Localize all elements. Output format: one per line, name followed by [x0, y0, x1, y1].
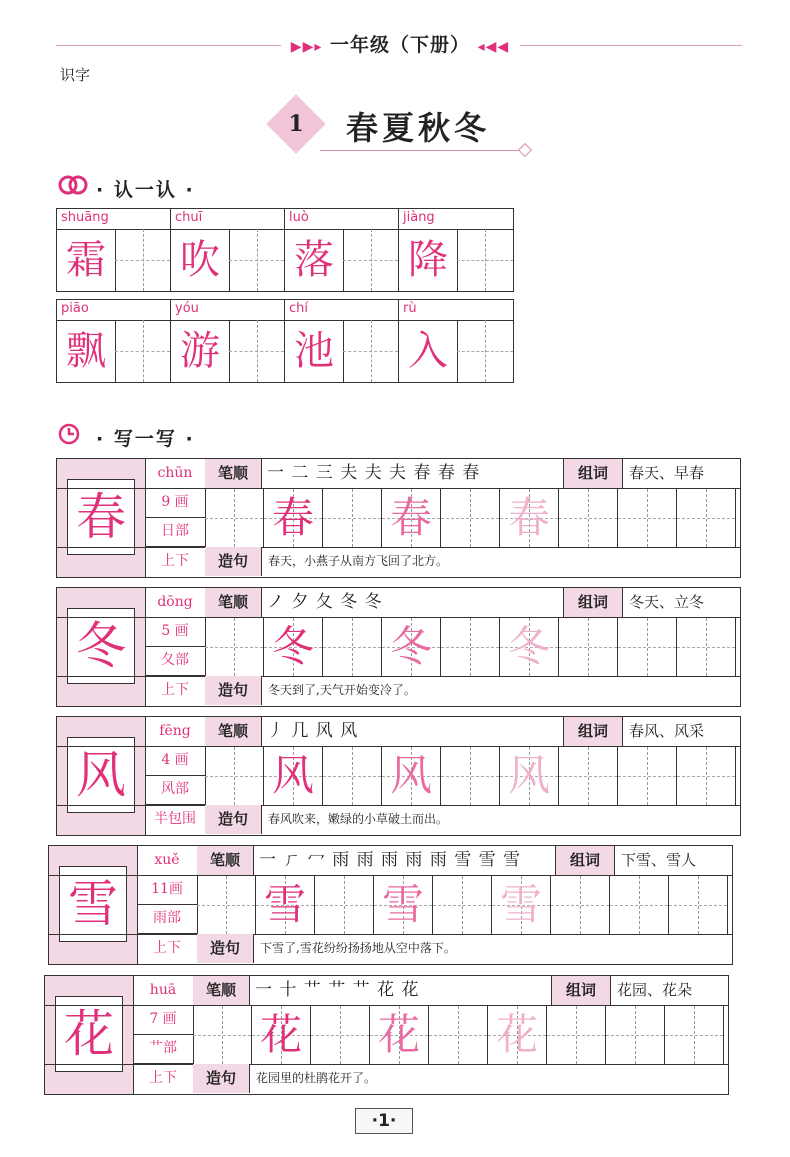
- practice-char: 春: [389, 493, 432, 542]
- pinyin-row: [285, 209, 398, 230]
- header-rule-right: [520, 45, 742, 46]
- grid-guide: [457, 351, 513, 352]
- practice-cell: [382, 618, 441, 676]
- practice-char: 花: [259, 1010, 302, 1059]
- clock-icon: [58, 423, 80, 449]
- grid-guide: [229, 260, 284, 261]
- pinyin: piāo: [61, 301, 89, 316]
- grid-guide: [343, 260, 398, 261]
- practice-char: 雪: [381, 880, 424, 929]
- zaoju-label: 造句: [193, 1064, 250, 1093]
- practice-cell: [441, 618, 500, 676]
- recognize-char: 游: [180, 328, 220, 374]
- practice-char: 冬: [389, 622, 432, 671]
- example-sentence: 冬天到了,天气开始变冷了。: [268, 683, 416, 697]
- practice-cell: [433, 876, 492, 934]
- grid-guide: [323, 518, 381, 519]
- practice-char: 冬: [271, 622, 314, 671]
- pinyin: rù: [403, 301, 417, 316]
- recognize-char: 池: [294, 328, 334, 374]
- practice-cell: [559, 489, 618, 547]
- recognize-row-1: [56, 208, 514, 292]
- section-label: 识字: [60, 66, 91, 84]
- big-char: 雪: [59, 866, 127, 942]
- grid-guide: [315, 905, 373, 906]
- stroke-count: 11画: [137, 875, 198, 905]
- practice-cell: [256, 876, 315, 934]
- zuci-label: 组词: [551, 976, 611, 1006]
- practice-cell: [205, 747, 264, 805]
- grid-guide: [551, 905, 609, 906]
- pinyin: chí: [289, 301, 308, 316]
- practice-cell: [197, 876, 256, 934]
- pinyin: fēng: [145, 717, 206, 747]
- stroke-count: 9 画: [145, 488, 206, 518]
- stroke-count: 7 画: [133, 1005, 194, 1035]
- practice-cell: [677, 489, 736, 547]
- practice-cell: [374, 876, 433, 934]
- recognize-char: 落: [294, 237, 334, 283]
- recognize-heading: · 认一认 ·: [96, 179, 195, 201]
- pinyin-row: [57, 300, 170, 321]
- radical: 风部: [145, 775, 206, 805]
- practice-char: 花: [495, 1010, 538, 1059]
- practice-cell: [315, 876, 374, 934]
- practice-char: 春: [507, 493, 550, 542]
- example-sentence: 春天，小燕子从南方飞回了北方。: [268, 554, 449, 568]
- write-block: [48, 845, 733, 965]
- pinyin-row: [399, 209, 513, 230]
- practice-cell: [311, 1006, 370, 1064]
- zuci-words: 春风、风采: [629, 722, 705, 740]
- header-title: 一年级（下册）: [329, 34, 470, 56]
- practice-grid: [205, 489, 740, 547]
- zuci-label: 组词: [563, 459, 623, 489]
- zuci-words: 春天、早春: [629, 464, 705, 482]
- write-heading: · 写一写 ·: [96, 428, 195, 450]
- practice-cell: [205, 618, 264, 676]
- recognize-char: 降: [408, 237, 448, 283]
- stroke-order: 一 二 三 夫 夫 夫 春 春 春: [267, 463, 481, 483]
- practice-cell: [500, 618, 559, 676]
- practice-cell: [323, 747, 382, 805]
- practice-cell: [264, 618, 323, 676]
- bishun-label: 笔顺: [193, 976, 250, 1006]
- recognize-cell: [57, 300, 171, 382]
- practice-cell: [323, 618, 382, 676]
- pinyin: dōng: [145, 588, 206, 618]
- recognize-cell: [285, 209, 399, 291]
- practice-cell: [618, 489, 677, 547]
- structure: 半包围: [145, 805, 206, 834]
- practice-char: 春: [271, 493, 314, 542]
- practice-grid: [197, 876, 732, 934]
- pinyin-row: [57, 209, 170, 230]
- practice-char: 风: [389, 751, 432, 800]
- big-char: 花: [55, 996, 123, 1072]
- practice-cell: [370, 1006, 429, 1064]
- practice-char: 风: [507, 751, 550, 800]
- write-block: [56, 458, 741, 578]
- grid-guide: [441, 776, 499, 777]
- zaoju-label: 造句: [197, 934, 254, 963]
- write-block: [56, 587, 741, 707]
- pinyin-row: [171, 300, 284, 321]
- practice-cell: [610, 876, 669, 934]
- practice-grid: [205, 618, 740, 676]
- grid-guide: [197, 905, 255, 906]
- header-rule-left: [56, 45, 281, 46]
- practice-cell: [205, 489, 264, 547]
- radical: 艹部: [133, 1034, 194, 1064]
- practice-cell: [264, 489, 323, 547]
- zaoju-label: 造句: [205, 547, 262, 576]
- pinyin: xuě: [137, 846, 198, 876]
- zuci-words: 冬天、立冬: [629, 593, 705, 611]
- stroke-order: 一 ㄏ 冖 雨 雨 雨 雨 雨 雪 雪 雪: [259, 850, 522, 870]
- grid-guide: [669, 905, 727, 906]
- radical: 夂部: [145, 646, 206, 676]
- practice-char: 花: [377, 1010, 420, 1059]
- header-arrows-right-icon: ◂◀◀: [477, 39, 510, 55]
- grid-guide: [205, 647, 263, 648]
- pinyin: yóu: [175, 301, 199, 316]
- practice-cell: [559, 618, 618, 676]
- recognize-cell: [57, 209, 171, 291]
- practice-cell: [665, 1006, 724, 1064]
- grid-guide: [343, 351, 398, 352]
- practice-cell: [382, 747, 441, 805]
- recognize-char: 入: [408, 328, 448, 374]
- zuci-label: 组词: [555, 846, 615, 876]
- practice-cell: [441, 747, 500, 805]
- grid-guide: [606, 1035, 664, 1036]
- recognize-cell: [285, 300, 399, 382]
- pinyin: luò: [289, 210, 309, 225]
- pinyin: shuāng: [61, 210, 109, 225]
- recognize-char: 飘: [66, 328, 106, 374]
- recognize-char: 吹: [180, 237, 220, 283]
- grid-guide: [677, 647, 735, 648]
- big-char: 春: [67, 479, 135, 555]
- big-char-panel: [49, 846, 138, 964]
- big-char-panel: [45, 976, 134, 1094]
- pinyin: chuī: [175, 210, 203, 225]
- bishun-label: 笔顺: [205, 717, 262, 747]
- zaoju-label: 造句: [205, 676, 262, 705]
- header: [280, 30, 520, 57]
- grid-guide: [115, 351, 170, 352]
- grid-guide: [229, 351, 284, 352]
- grid-guide: [457, 260, 513, 261]
- grid-guide: [115, 260, 170, 261]
- zaoju-label: 造句: [205, 805, 262, 834]
- practice-char: 冬: [507, 622, 550, 671]
- practice-cell: [618, 618, 677, 676]
- practice-char: 雪: [263, 880, 306, 929]
- big-char-panel: [57, 588, 146, 706]
- pinyin-row: [399, 300, 513, 321]
- pinyin: huā: [133, 976, 194, 1006]
- practice-cell: [500, 489, 559, 547]
- big-char-panel: [57, 717, 146, 835]
- grid-guide: [559, 518, 617, 519]
- grid-guide: [610, 905, 668, 906]
- practice-cell: [382, 489, 441, 547]
- example-sentence: 下雪了,雪花纷纷扬扬地从空中落下。: [260, 941, 456, 955]
- pinyin-row: [285, 300, 398, 321]
- lesson-number: 1: [288, 111, 304, 137]
- bishun-label: 笔顺: [205, 588, 262, 618]
- stroke-count: 5 画: [145, 617, 206, 647]
- zuci-words: 下雪、雪人: [621, 851, 697, 869]
- header-arrows-left-icon: ▶▶▸: [290, 39, 323, 55]
- practice-cell: [559, 747, 618, 805]
- pinyin-row: [171, 209, 284, 230]
- pinyin: jiàng: [403, 210, 435, 225]
- stroke-order: 丿 几 风 风: [267, 721, 359, 741]
- bishun-label: 笔顺: [197, 846, 254, 876]
- structure: 上下: [145, 676, 206, 705]
- big-char: 风: [67, 737, 135, 813]
- grid-guide: [547, 1035, 605, 1036]
- lesson-title: 春夏秋冬: [346, 109, 491, 147]
- practice-cell: [551, 876, 610, 934]
- grid-guide: [559, 647, 617, 648]
- practice-cell: [323, 489, 382, 547]
- grid-guide: [441, 518, 499, 519]
- practice-cell: [547, 1006, 606, 1064]
- practice-cell: [492, 876, 551, 934]
- practice-cell: [264, 747, 323, 805]
- grid-guide: [559, 776, 617, 777]
- practice-grid: [193, 1006, 728, 1064]
- grid-guide: [205, 518, 263, 519]
- example-sentence: 花园里的杜鹃花开了。: [256, 1071, 377, 1085]
- structure: 上下: [137, 934, 198, 963]
- radical: 日部: [145, 517, 206, 547]
- practice-cell: [252, 1006, 311, 1064]
- practice-cell: [677, 747, 736, 805]
- zuci-label: 组词: [563, 717, 623, 747]
- radical: 雨部: [137, 904, 198, 934]
- practice-grid: [205, 747, 740, 805]
- page-number: ·1·: [355, 1108, 413, 1134]
- practice-cell: [606, 1006, 665, 1064]
- write-block: [44, 975, 729, 1095]
- recognize-char: 霜: [66, 237, 106, 283]
- grid-guide: [429, 1035, 487, 1036]
- double-circle-icon: [58, 174, 90, 200]
- grid-guide: [323, 647, 381, 648]
- grid-guide: [323, 776, 381, 777]
- recognize-cell: [171, 300, 285, 382]
- zuci-words: 花园、花朵: [617, 981, 693, 999]
- practice-cell: [193, 1006, 252, 1064]
- practice-char: 风: [271, 751, 314, 800]
- practice-cell: [429, 1006, 488, 1064]
- bishun-label: 笔顺: [205, 459, 262, 489]
- stroke-count: 4 画: [145, 746, 206, 776]
- recognize-row-2: [56, 299, 514, 383]
- practice-cell: [441, 489, 500, 547]
- big-char-panel: [57, 459, 146, 577]
- practice-cell: [677, 618, 736, 676]
- title-underline-diamond-icon: [518, 143, 532, 157]
- big-char: 冬: [67, 608, 135, 684]
- practice-cell: [669, 876, 728, 934]
- grid-guide: [441, 647, 499, 648]
- zuci-label: 组词: [563, 588, 623, 618]
- practice-char: 雪: [499, 880, 542, 929]
- grid-guide: [618, 776, 676, 777]
- practice-cell: [500, 747, 559, 805]
- grid-guide: [311, 1035, 369, 1036]
- pinyin: chūn: [145, 459, 206, 489]
- grid-guide: [618, 647, 676, 648]
- grid-guide: [193, 1035, 251, 1036]
- grid-guide: [665, 1035, 723, 1036]
- recognize-cell: [399, 209, 513, 291]
- structure: 上下: [133, 1064, 194, 1093]
- structure: 上下: [145, 547, 206, 576]
- write-block: [56, 716, 741, 836]
- practice-cell: [618, 747, 677, 805]
- grid-guide: [433, 905, 491, 906]
- practice-cell: [488, 1006, 547, 1064]
- grid-guide: [618, 518, 676, 519]
- example-sentence: 春风吹来，嫩绿的小草破土而出。: [268, 812, 449, 826]
- title-underline: [320, 150, 525, 151]
- grid-guide: [677, 776, 735, 777]
- stroke-order: 一 十 艹 艹 艹 花 花: [255, 980, 420, 1000]
- grid-guide: [205, 776, 263, 777]
- stroke-order: ノ 夕 夂 冬 冬: [267, 592, 383, 612]
- recognize-cell: [399, 300, 513, 382]
- recognize-cell: [171, 209, 285, 291]
- grid-guide: [677, 518, 735, 519]
